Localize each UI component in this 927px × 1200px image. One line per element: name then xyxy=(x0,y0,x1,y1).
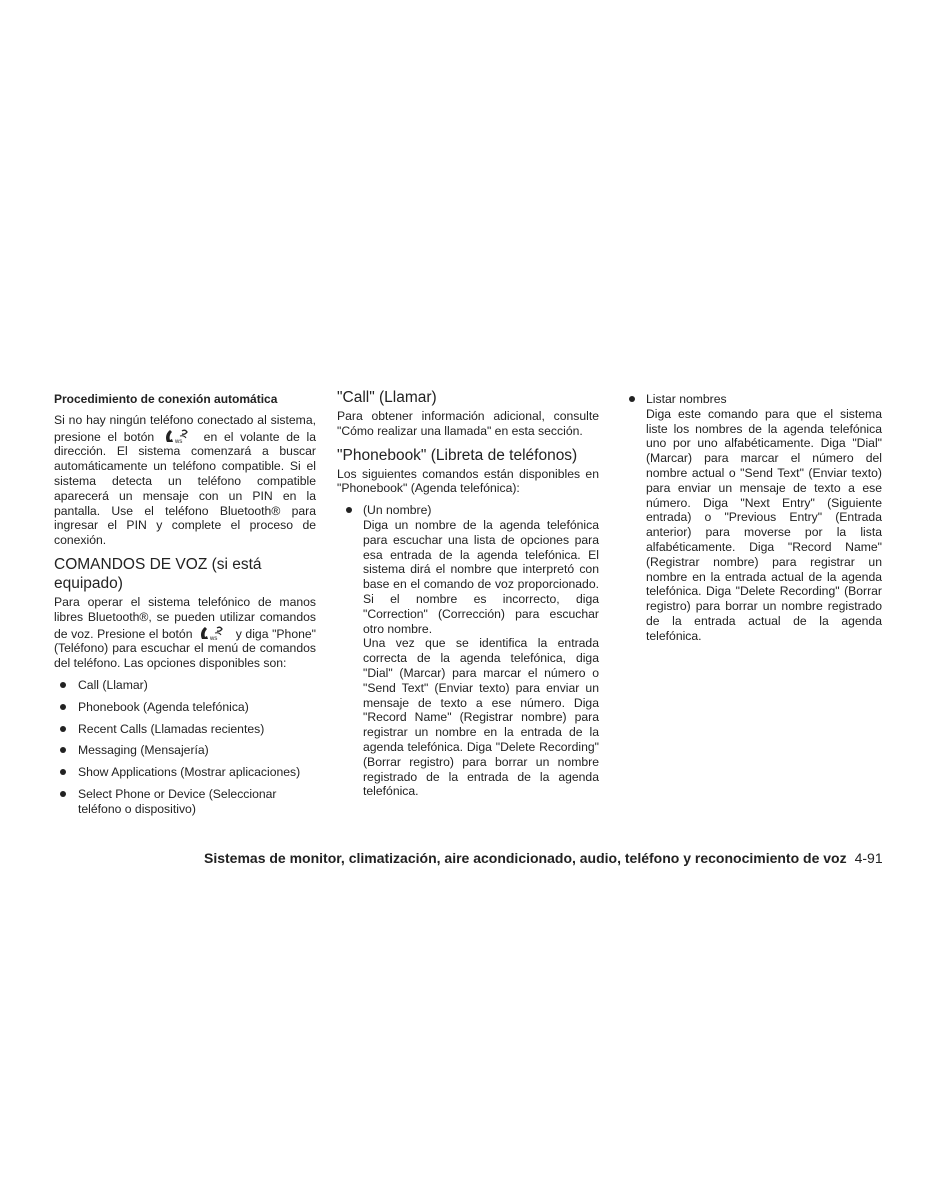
bullet-icon xyxy=(60,682,66,688)
list-item: Messaging (Mensajería) xyxy=(54,743,316,758)
bullet-icon xyxy=(60,726,66,732)
svg-text:ws: ws xyxy=(210,635,218,641)
auto-connect-subheading: Procedimiento de conexión automática xyxy=(54,392,278,406)
voice-commands-heading: COMANDOS DE VOZ (si está equipado) xyxy=(54,555,262,592)
bullet-icon xyxy=(60,791,66,797)
svg-text:ws: ws xyxy=(174,438,183,444)
page-number: 4-91 xyxy=(854,850,883,866)
phonebook-heading: "Phonebook" (Libreta de teléfonos) xyxy=(337,446,578,464)
voice-commands-text-a: Para operar el sistema telefónico de manos libres Bluetooth®, se pueden utilizar comandos de voz. Presione el botón xyxy=(54,594,316,641)
column-2 xyxy=(337,389,599,799)
list-names-item xyxy=(627,392,882,644)
command-description: Diga un nombre de la agenda telefónica para escuchar una lista de opciones para esa entrada de la agenda telefónica. El sistema dirá el nombre que interpretó con base en el comando de voz proporcionado. Si el nombre es incorrecto, diga "Correction" (Corrección) para escuchar otro nombre. xyxy=(363,517,599,636)
voice-commands-text-b: y diga "Phone" (Teléfono) para escuchar el menú de comandos del teléfono. Las opciones disponibles son: xyxy=(54,626,316,671)
list-item: Call (Llamar) xyxy=(54,678,316,693)
call-heading: "Call" (Llamar) xyxy=(337,389,437,406)
auto-connect-paragraph xyxy=(54,413,316,548)
column-3 xyxy=(627,392,882,644)
bullet-icon xyxy=(60,769,66,775)
phonebook-command-item xyxy=(337,503,599,799)
bullet-icon xyxy=(346,507,352,513)
list-item: Select Phone or Device (Seleccionar teléfono o dispositivo) xyxy=(54,787,316,817)
bullet-icon xyxy=(60,747,66,753)
section-title: Sistemas de monitor, climatización, aire acondicionado, audio, teléfono y reconocimiento de voz xyxy=(204,850,847,866)
phone-voice-icon xyxy=(163,428,195,444)
command-title: Listar nombres xyxy=(646,392,727,406)
auto-connect-text-a: Si no hay ningún teléfono conectado al sistema, presione el botón xyxy=(54,412,316,444)
list-item: Recent Calls (Llamadas recientes) xyxy=(54,722,316,737)
phone-voice-icon xyxy=(198,625,230,641)
voice-commands-paragraph xyxy=(54,595,316,671)
page-footer xyxy=(204,849,884,867)
voice-options-list xyxy=(54,678,316,817)
command-description: Diga este comando para que el sistema liste los nombres de la agenda telefónica uno por uno alfabéticamente. Diga "Dial" (Marcar) para marcar el número del nombre actual o "Send Text" (Enviar texto) para enviar un mensaje de texto a ese número. Diga "Next Entry" (Siguiente entrada) o "Previous Entry" (Entrada anterior) para moverse por la lista alfabéticamente. Diga "Record Name" (Registrar nombre) para registrar un nombre en la entrada actual de la agenda telefónica. Diga "Delete Recording" (Borrar registro) para borrar un nombre registrado de la entrada actual de la agenda telefónica. xyxy=(646,406,882,643)
list-item: Show Applications (Mostrar aplicaciones) xyxy=(54,765,316,780)
bullet-icon xyxy=(60,704,66,710)
call-paragraph: Para obtener información adicional, consulte "Cómo realizar una llamada" en esta sección. xyxy=(337,409,599,438)
phonebook-paragraph: Los siguientes comandos están disponibles en "Phonebook" (Agenda telefónica): xyxy=(337,466,599,496)
bullet-icon xyxy=(629,396,635,402)
column-1 xyxy=(54,392,316,824)
command-title: (Un nombre) xyxy=(363,503,432,518)
command-description-continued: Una vez que se identifica la entrada correcta de la agenda telefónica, diga "Dial" (Marcar) para marcar el número o "Send Text" (Enviar texto) para enviar un mensaje de texto a ese número. Diga "Record Name" (Registrar nombre) para registrar un nombre en la entrada de la agenda telefónica. Diga "Delete Recording" (Borrar registro) para borrar un nombre registrado de la entrada de la agenda telefónica. xyxy=(363,636,599,799)
list-item: Phonebook (Agenda telefónica) xyxy=(54,700,316,715)
auto-connect-text-b: en el volante de la dirección. El sistema comenzará a buscar automáticamente un teléfono compatible. Si el sistema detecta un teléfono compatible aparecerá un mensaje con un PIN en la pantalla. Use el teléfono Bluetooth® para ingresar el PIN y complete el proceso de conexión. xyxy=(54,429,316,548)
